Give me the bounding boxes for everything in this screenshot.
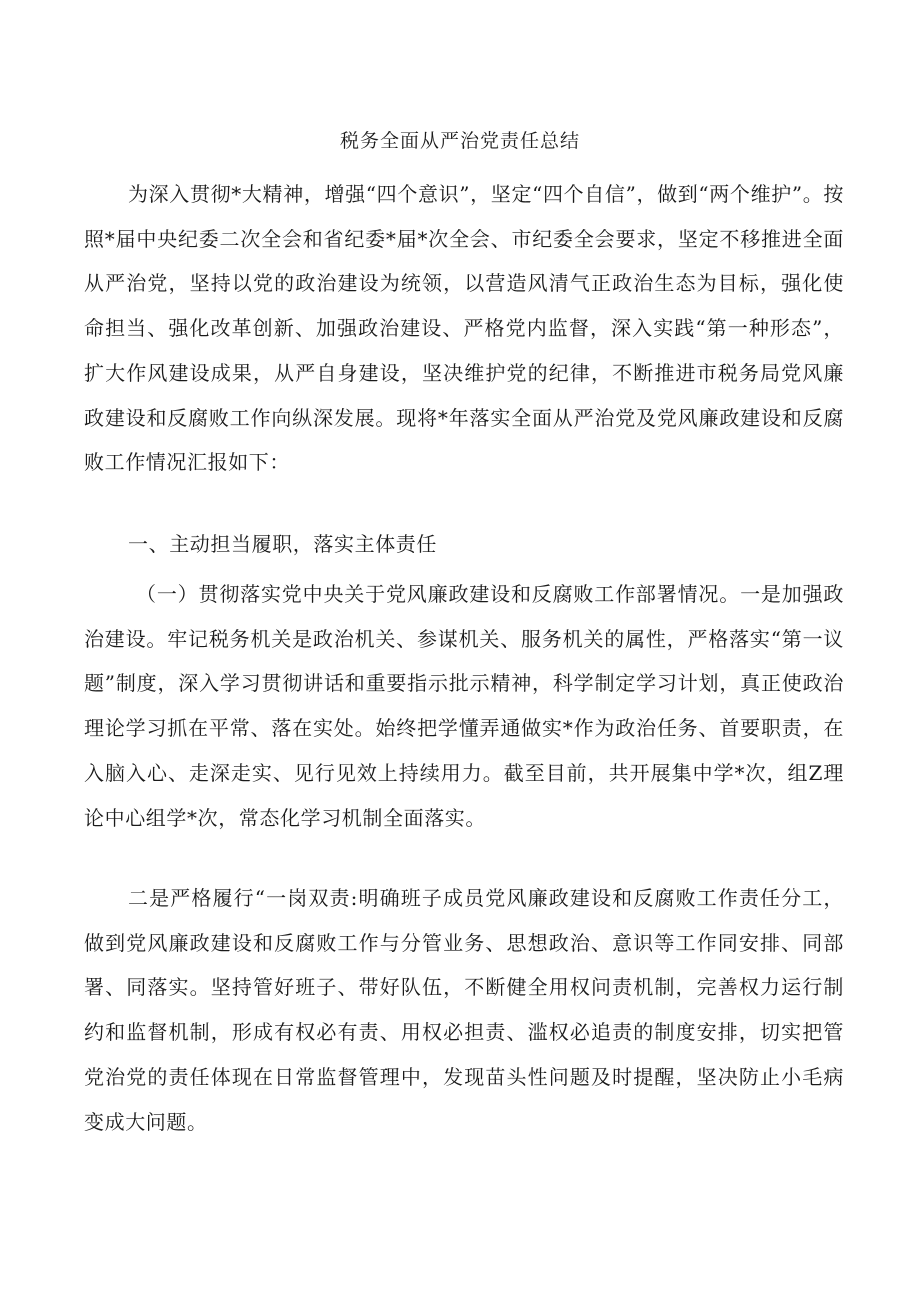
document-title: 税务全面从严治党责任总结 [339, 130, 580, 152]
section-heading-1: 一、主动担当履职，落实主体责任 [128, 532, 437, 556]
paragraph-duty: 二是严格履行“一岗双责:明确班子成员党风廉政建设和反腐败工作责任分工，做到党风廉政建设和反腐败工作与分管业务、思想政治、意识等工作同安排、同部署、同落实。坚持管好班子、带好队伍，不断健全用权问责机制，完善权力运行制约和监督机制，形成有权必有责、用权必担责、滥权必追责的制度安排，切实把管党治党的责任体现在日常监督管理中，发现苗头性问题及时提醒，坚决防止小毛病变成大问题。 [84, 886, 844, 1134]
paragraph-intro: 为深入贯彻*大精神，增强“四个意识”，坚定“四个自信”，做到“两个维护”。按照*届中央纪委二次全会和省纪委*届*次全会、市纪委全会要求，坚定不移推进全面从严治党，坚持以党的政治建设为统领，以营造风清气正政治生态为目标，强化使命担当、强化改革创新、加强政治建设、严格党内监督，深入实践“第一种形态”，扩大作风建设成果，从严自身建设，坚决维护党的纪律，不断推进市税务局党风廉政建设和反腐败工作向纵深发展。现将*年落实全面从严治党及党风廉政建设和反腐败工作情况汇报如下： [84, 182, 844, 475]
paragraph-subsection-1: （一）贯彻落实党中央关于党风廉政建设和反腐败工作部署情况。一是加强政治建设。牢记税务机关是政治机关、参谋机关、服务机关的属性，严格落实“第一议题”制度，深入学习贯彻讲话和重要指示批示精神，科学制定学习计划，真正使政治理论学习抓在平常、落在实处。始终把学懂弄通做实*作为政治任务、首要职责，在入脑入心、走深走实、见行见效上持续用力。截至目前，共开展集中学*次，组Z理论中心组学*次，常态化学习机制全面落实。 [84, 582, 844, 830]
